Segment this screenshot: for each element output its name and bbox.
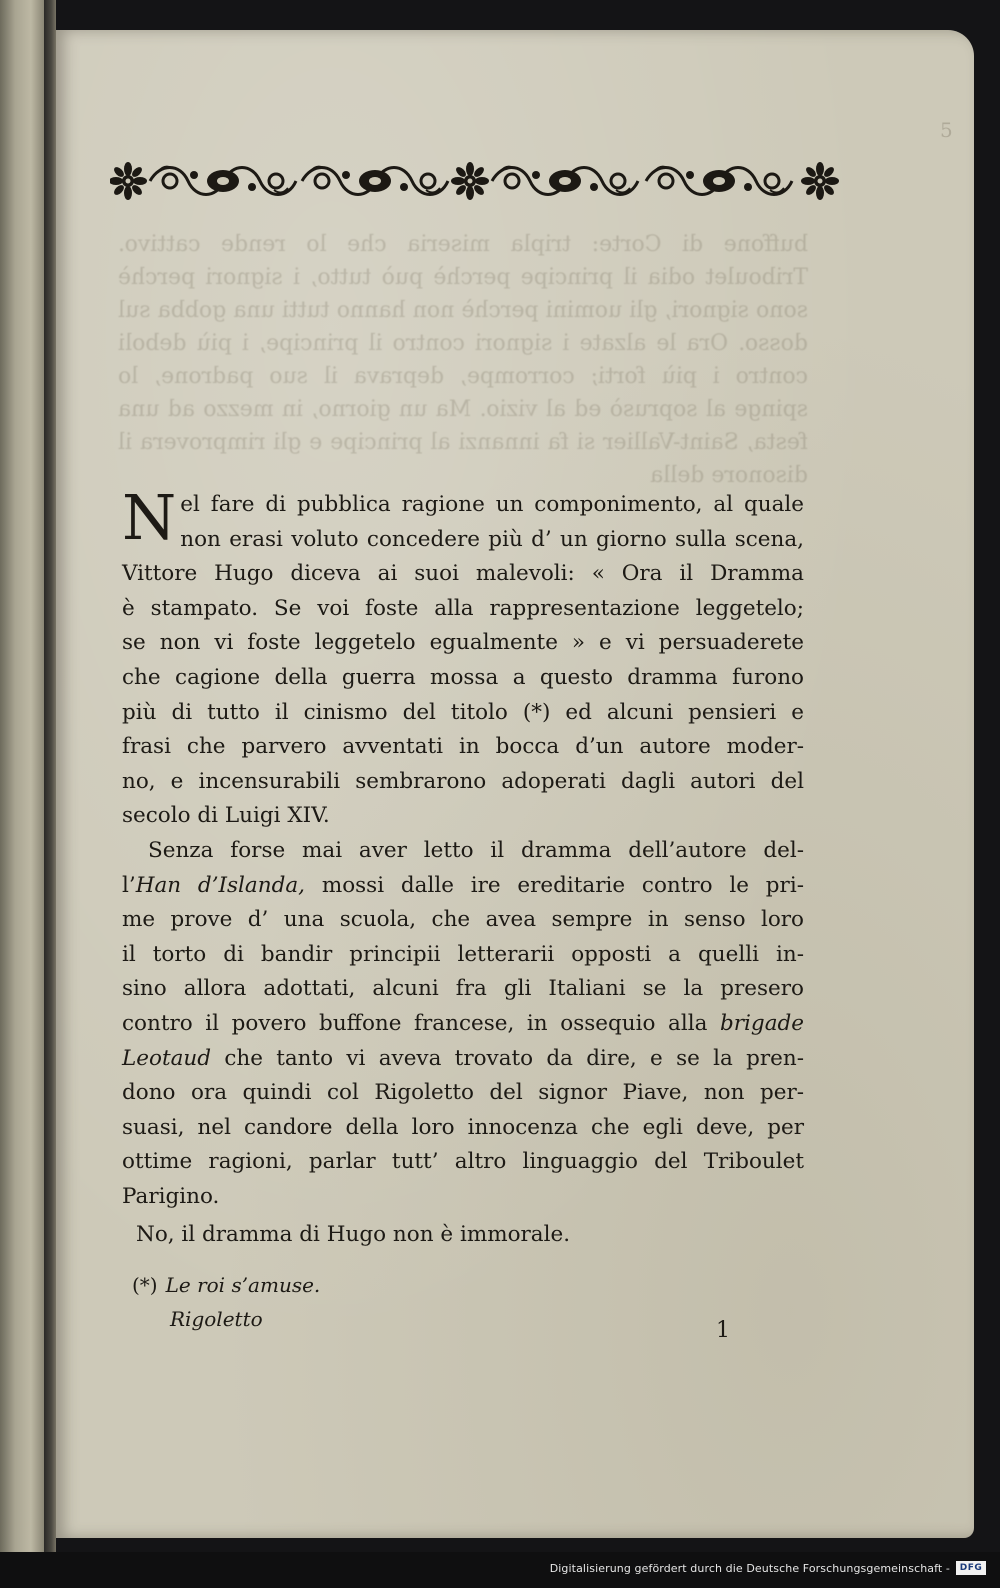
text-line: dono ora quindi col Rigoletto del signor Piave, non per-: [122, 1080, 804, 1106]
text-line: Vittore Hugo diceva ai suoi malevoli: « Ora il Dramma: [122, 561, 804, 587]
text-line: se non vi foste leggetelo egualmente » e vi persuaderete: [122, 630, 804, 656]
text-line: non erasi voluto concedere più d’ un giorno sulla scena,: [180, 526, 804, 552]
text-line: ottime ragioni, parlar tutt’ altro linguaggio del Triboulet: [122, 1149, 804, 1175]
text-line: che cagione della guerra mossa a questo dramma furono: [122, 664, 804, 690]
paragraph-2: [122, 834, 804, 1215]
dfg-logo-icon: DFG: [956, 1561, 986, 1575]
drop-cap: N: [122, 481, 177, 554]
footnote-line-2: Rigoletto: [170, 1307, 263, 1331]
text-line: me prove d’ una scuola, che avea sempre in senso loro: [122, 907, 804, 933]
text-line: [122, 1042, 804, 1077]
italic-leotaud: Leotaud: [122, 1045, 212, 1071]
decorative-header-ornament: [110, 158, 840, 204]
text-line: sino allora adottati, alcuni fra gli Italiani se la presero: [122, 976, 804, 1002]
paragraph-3: [122, 1218, 804, 1253]
text-line: No, il dramma di Hugo non è immorale.: [136, 1222, 571, 1248]
signature-mark: 1: [716, 1318, 730, 1343]
bleed-through-page-number: 5: [940, 118, 953, 142]
text-line: [122, 1007, 804, 1042]
digitization-credit: Digitalisierung gefördert durch die Deutsche Forschungsgemeinschaft -: [549, 1562, 950, 1575]
text-line: più di tutto il cinismo del titolo (*) ed alcuni pensieri e: [122, 699, 804, 725]
bleed-through-text: buffone di Corte: tripla miseria che lo rende cattivo. Triboulet odia il principe perchè può tutto, i signori perchè sono signori, gli uomini perchè non hanno tutti una gobba sul dosso. Ora le alzate i signori contro il principe, i più deboli contro i più forti; corrompe, deprava il suo padrone, lo spinge al soprusò ed al vizio. Ma un giorno, in mezzo ad una festa, Saint-Vallier si fa innanzi al principe e gli rimprovera il disonore della: [118, 232, 808, 488]
text-line: el fare di pubblica ragione un componimento, al quale: [180, 492, 804, 517]
italic-brigade: brigade: [720, 1010, 804, 1036]
text-fragment: l’: [122, 872, 136, 898]
text-fragment: mossi dalle ire ereditarie contro le pri-: [305, 872, 804, 898]
text-line: [122, 869, 804, 904]
text-line: Parigino.: [122, 1183, 220, 1209]
text-fragment: che tanto vi aveva trovato da dire, e se la pren-: [211, 1045, 804, 1071]
text-line: è stampato. Se voi foste alla rappresentazione leggetelo;: [122, 595, 804, 621]
facing-page-edge: [0, 0, 44, 1552]
footnote-line-1: [132, 1268, 320, 1302]
text-line: suasi, nel candore della loro innocenza che egli deve, per: [122, 1114, 804, 1140]
italic-title-han-d-islanda: Han d’Islanda,: [135, 872, 306, 898]
text-line: no, e incensurabili sembrarono adoperati dagli autori del: [122, 768, 804, 794]
footnote-text: Le roi s’amuse.: [165, 1273, 321, 1297]
footnote-mark: (*): [132, 1273, 158, 1297]
book-spine: [44, 0, 56, 1552]
paragraph-1: [122, 481, 804, 834]
text-line: Senza forse mai aver letto il dramma dell’autore del-: [148, 837, 804, 863]
text-line: frasi che parvero avventati in bocca d’un autore moder-: [122, 734, 804, 760]
main-text-block: [122, 481, 804, 1253]
footnote: [132, 1268, 320, 1336]
text-line: il torto di bandir principii letterarii opposti a quelli in-: [122, 941, 804, 967]
text-line: secolo di Luigi XIV.: [122, 803, 330, 829]
text-fragment: contro il povero buffone francese, in ossequio alla: [122, 1010, 721, 1036]
